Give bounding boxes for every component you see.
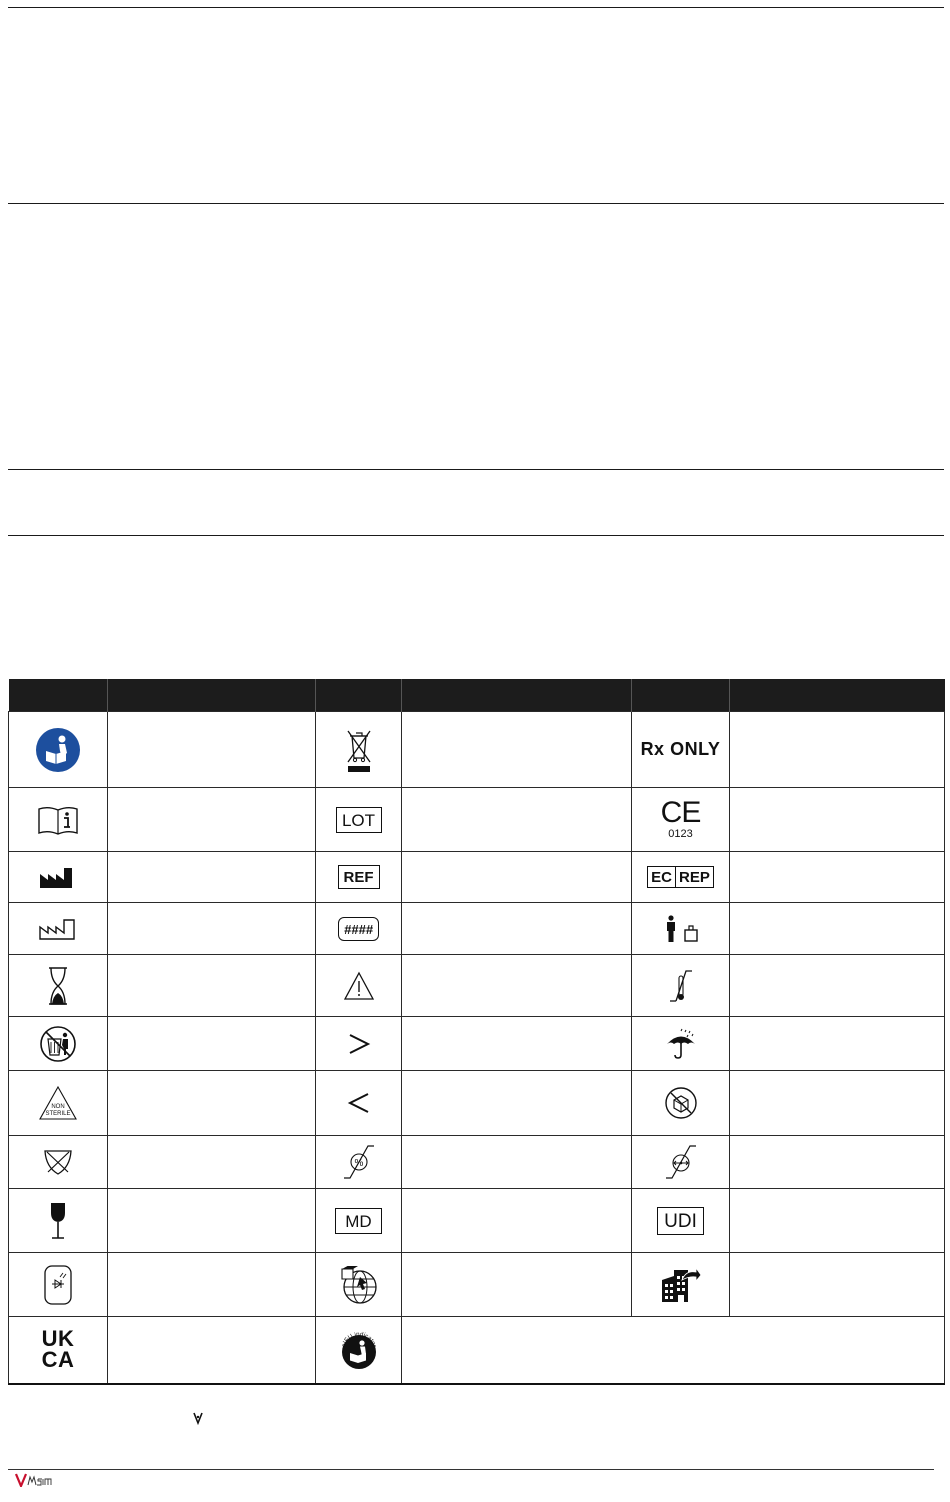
weee-disposal-icon <box>343 726 375 774</box>
symbol-cell <box>316 852 402 903</box>
non-sterile-icon <box>38 1085 78 1121</box>
header-cell <box>108 679 316 712</box>
symbol-cell <box>632 788 730 852</box>
ukca-mark-symbol <box>41 1325 75 1372</box>
description-cell <box>402 788 632 852</box>
table-row <box>9 1136 945 1189</box>
symbol-cell <box>316 903 402 955</box>
eifu-arc-label: eIFU indicator <box>339 1330 378 1348</box>
symbol-cell <box>632 955 730 1017</box>
header-cell <box>632 679 730 712</box>
table-row <box>9 1317 945 1384</box>
table-row <box>9 1253 945 1317</box>
symbol-cell <box>316 1017 402 1071</box>
description-cell <box>108 852 316 903</box>
description-cell <box>730 903 945 955</box>
symbol-cell <box>632 1017 730 1071</box>
description-cell <box>108 1189 316 1253</box>
description-cell <box>108 1136 316 1189</box>
consult-instructions-icon <box>37 805 79 835</box>
description-cell <box>402 1017 632 1071</box>
symbol-cell <box>632 903 730 955</box>
less-than-icon <box>346 1090 372 1116</box>
description-cell <box>108 712 316 788</box>
catalog-number-symbol: REF <box>338 865 380 889</box>
description-cell <box>402 712 632 788</box>
symbol-cell <box>9 1317 108 1384</box>
keep-dry-icon <box>664 1027 698 1061</box>
description-cell <box>108 1253 316 1317</box>
symbol-cell <box>632 1253 730 1317</box>
ce-notified-body: 0123 <box>668 827 693 840</box>
symbol-cell <box>9 1136 108 1189</box>
serial-number-symbol: #### <box>338 917 379 941</box>
rep-label: REP <box>679 869 710 886</box>
table-row <box>9 852 945 903</box>
description-cell <box>730 1189 945 1253</box>
header-cell <box>9 679 108 712</box>
symbol-cell <box>316 955 402 1017</box>
section-rule-4 <box>8 535 944 536</box>
symbol-cell <box>316 1189 402 1253</box>
date-of-manufacture-icon <box>38 917 78 941</box>
symbol-cell <box>632 852 730 903</box>
table-row <box>9 788 945 852</box>
follow-instructions-icon <box>35 727 81 773</box>
symbol-cell <box>9 1071 108 1136</box>
ec-rep-symbol <box>647 866 714 888</box>
description-cell <box>402 1071 632 1136</box>
symbol-cell <box>316 1136 402 1189</box>
description-cell <box>402 852 632 903</box>
symbol-cell <box>632 1136 730 1189</box>
description-cell <box>108 1317 316 1384</box>
caution-icon <box>343 971 375 1001</box>
udi-symbol: UDI <box>657 1207 704 1235</box>
description-cell <box>730 1136 945 1189</box>
symbol-cell <box>9 712 108 788</box>
medical-device-symbol: MD <box>335 1208 381 1234</box>
masimo-mark-icon <box>193 1411 203 1425</box>
ce-mark-symbol <box>660 795 701 840</box>
ce-mark-text: CE <box>660 795 701 829</box>
description-cell <box>730 852 945 903</box>
distributor-building-icon <box>660 1266 702 1304</box>
temperature-limit-icon <box>668 967 694 1005</box>
description-cell <box>108 955 316 1017</box>
description-cell <box>108 1071 316 1136</box>
non-sterile-line1: NON <box>51 1104 65 1110</box>
section-rule-2 <box>8 203 944 204</box>
description-cell <box>402 1317 945 1384</box>
svg-text:%: % <box>354 1158 363 1169</box>
table-row <box>9 712 945 788</box>
masimo-logo-icon <box>15 1473 55 1487</box>
description-cell <box>402 903 632 955</box>
symbol-cell <box>632 1189 730 1253</box>
ukca-line2: CA <box>41 1346 75 1372</box>
description-cell <box>730 1253 945 1317</box>
light-emitting-sensor-icon <box>43 1264 73 1306</box>
table-row <box>9 903 945 955</box>
table-row <box>9 955 945 1017</box>
symbol-cell <box>9 903 108 955</box>
header-cell <box>730 679 945 712</box>
use-by-date-icon <box>47 966 69 1006</box>
no-trash-disposal-icon <box>39 1025 77 1063</box>
importer-globe-icon <box>339 1265 379 1305</box>
symbol-cell <box>9 788 108 852</box>
description-cell <box>730 788 945 852</box>
lot-number-symbol: LOT <box>336 807 382 833</box>
rx-only-symbol: Rx ONLY <box>640 739 721 759</box>
ukca-line1: UK <box>41 1325 75 1351</box>
header-cell <box>402 679 632 712</box>
description-cell <box>402 955 632 1017</box>
section-rule-1 <box>8 7 944 8</box>
symbol-cell <box>632 712 730 788</box>
table-row <box>9 1071 945 1136</box>
patient-weight-icon <box>663 915 699 943</box>
section-rule-3 <box>8 469 944 470</box>
description-cell <box>730 955 945 1017</box>
latex-free-icon <box>42 1147 74 1177</box>
atmospheric-pressure-limit-icon <box>662 1142 700 1182</box>
manufacturer-icon <box>38 864 78 890</box>
symbol-cell <box>316 1071 402 1136</box>
greater-than-icon <box>346 1031 372 1057</box>
table-row <box>9 1189 945 1253</box>
humidity-limit-icon <box>340 1142 378 1182</box>
fragile-icon <box>46 1201 70 1241</box>
symbol-cell <box>9 1017 108 1071</box>
symbol-cell <box>316 712 402 788</box>
description-cell <box>730 712 945 788</box>
symbol-cell <box>9 1253 108 1317</box>
non-sterile-line2: STERILE <box>45 1111 71 1117</box>
description-cell <box>402 1136 632 1189</box>
ec-label: EC <box>648 867 676 887</box>
header-cell <box>316 679 402 712</box>
symbol-cell <box>316 1253 402 1317</box>
description-cell <box>730 1071 945 1136</box>
table-row <box>9 1017 945 1071</box>
description-cell <box>402 1189 632 1253</box>
symbols-table <box>8 679 945 1385</box>
description-cell <box>108 903 316 955</box>
symbol-cell <box>316 788 402 852</box>
symbol-cell <box>316 1317 402 1384</box>
footer-rule <box>8 1469 934 1470</box>
symbol-cell <box>9 852 108 903</box>
description-cell <box>108 788 316 852</box>
symbol-cell <box>9 955 108 1017</box>
do-not-use-if-damaged-icon <box>664 1086 698 1120</box>
description-cell <box>402 1253 632 1317</box>
description-cell <box>108 1017 316 1071</box>
symbol-cell <box>632 1071 730 1136</box>
symbols-table-header <box>9 679 945 712</box>
description-cell <box>730 1017 945 1071</box>
eifu-indicator-icon <box>338 1329 380 1371</box>
symbol-cell <box>9 1189 108 1253</box>
